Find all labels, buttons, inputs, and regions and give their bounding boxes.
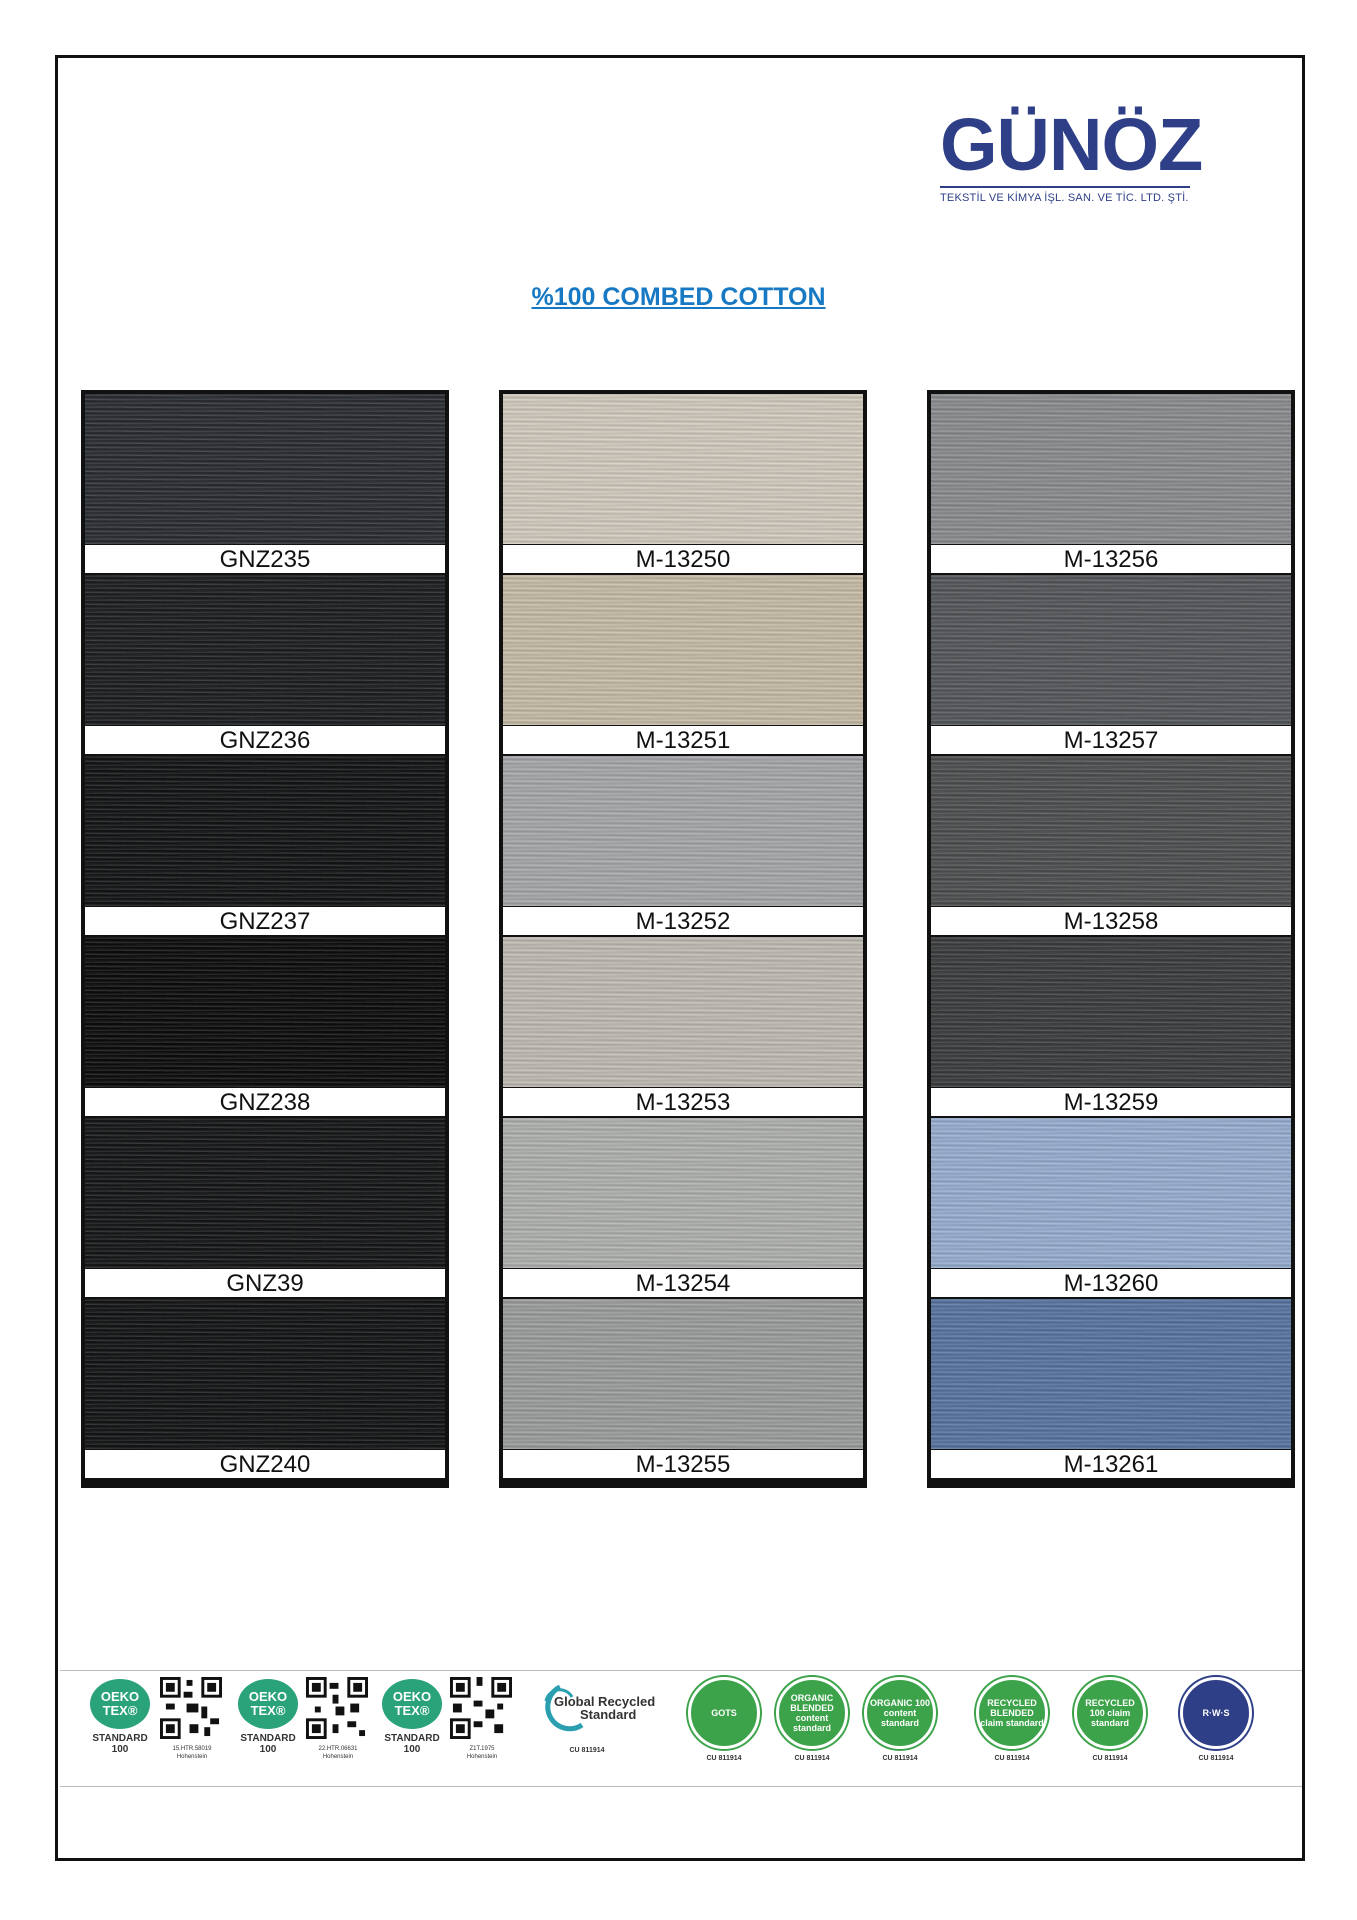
oeko-tex-logo-1: [90, 1679, 150, 1755]
organic-100-icon: ORGANIC 100 content standard: [864, 1677, 936, 1749]
swatch-code-label: M-13251: [503, 726, 863, 754]
oeko-tex-icon: OEKO TEX®: [90, 1679, 150, 1729]
yarn-swatch-image: [503, 394, 863, 544]
yarn-swatch: [931, 937, 1291, 1116]
swatch-code-label: M-13260: [931, 1269, 1291, 1297]
logo-subtitle: TEKSTİL VE KİMYA İŞL. SAN. VE TİC. LTD. ŞTİ.: [940, 192, 1189, 204]
yarn-swatch: [503, 575, 863, 754]
yarn-swatch: [931, 394, 1291, 573]
swatch-code-label: GNZ39: [85, 1269, 445, 1297]
grs-logo: [532, 1681, 672, 1754]
yarn-swatch-image: [931, 575, 1291, 725]
yarn-swatch-image: [931, 394, 1291, 544]
swatch-code-label: M-13261: [931, 1450, 1291, 1478]
oeko-tex-icon: OEKO TEX®: [382, 1679, 442, 1729]
swatch-code-label: GNZ240: [85, 1450, 445, 1478]
qr-code-icon: [306, 1677, 368, 1739]
badge-cu-code: CU 811914: [1198, 1755, 1234, 1762]
swatch-column-1: [81, 390, 449, 1488]
yarn-swatch-image: [503, 1118, 863, 1268]
yarn-swatch: [85, 575, 445, 754]
swatch-code-label: M-13257: [931, 726, 1291, 754]
grs-cu-code: CU 811914: [569, 1747, 605, 1754]
swatch-code-label: GNZ236: [85, 726, 445, 754]
oeko-cert-code: 22.HTR.06631 Hohenstein: [318, 1746, 358, 1760]
yarn-swatch-image: [85, 937, 445, 1087]
oeko-tex-logo-3: [382, 1679, 442, 1755]
yarn-swatch: [85, 1118, 445, 1297]
yarn-swatch-image: [931, 937, 1291, 1087]
yarn-swatch-image: [503, 756, 863, 906]
qr-code-icon: [160, 1677, 222, 1739]
oeko-tex-logo-2: [238, 1679, 298, 1755]
grs-title: Global Recycled Standard: [554, 1694, 656, 1722]
logo-wordmark: GÜNÖZ: [940, 103, 1203, 186]
page-title: %100 COMBED COTTON: [531, 283, 826, 311]
yarn-swatch: [503, 756, 863, 935]
swatch-code-label: GNZ235: [85, 545, 445, 573]
swatch-code-label: M-13259: [931, 1088, 1291, 1116]
logo-underline: [940, 186, 1190, 188]
gots-badge: [688, 1677, 768, 1762]
yarn-swatch: [931, 1299, 1291, 1478]
yarn-swatch: [85, 756, 445, 935]
oeko-tex-icon: OEKO TEX®: [238, 1679, 298, 1729]
oeko-cert-code: 15.HTR.58019 Hohenstein: [172, 1746, 212, 1760]
yarn-swatch-image: [503, 937, 863, 1087]
swatch-code-label: M-13255: [503, 1450, 863, 1478]
yarn-swatch: [931, 1118, 1291, 1297]
oeko-standard-label: STANDARD 100: [384, 1733, 440, 1755]
recycled-100-badge: [1074, 1677, 1154, 1762]
recycled-blended-badge: [976, 1677, 1056, 1762]
yarn-swatch-image: [85, 756, 445, 906]
swatch-code-label: GNZ238: [85, 1088, 445, 1116]
swatch-column-2: [499, 390, 867, 1488]
badge-cu-code: CU 811914: [882, 1755, 918, 1762]
yarn-swatch-image: [931, 1299, 1291, 1449]
yarn-swatch: [85, 394, 445, 573]
swatch-code-label: M-13250: [503, 545, 863, 573]
yarn-swatch: [931, 756, 1291, 935]
organic-100-badge: [864, 1677, 944, 1762]
qr-code-icon: [450, 1677, 512, 1739]
yarn-swatch-image: [931, 756, 1291, 906]
yarn-swatch-image: [85, 1299, 445, 1449]
organic-blended-icon: ORGANIC BLENDED content standard: [776, 1677, 848, 1749]
oeko-standard-label: STANDARD 100: [240, 1733, 296, 1755]
swatch-code-label: M-13252: [503, 907, 863, 935]
organic-blended-badge: [776, 1677, 856, 1762]
badge-cu-code: CU 811914: [706, 1755, 742, 1762]
yarn-swatch: [85, 937, 445, 1116]
yarn-swatch: [503, 1299, 863, 1478]
badge-cu-code: CU 811914: [1092, 1755, 1128, 1762]
yarn-swatch: [503, 394, 863, 573]
yarn-swatch-image: [503, 575, 863, 725]
swatch-column-3: [927, 390, 1295, 1488]
company-logo: [940, 103, 1203, 204]
yarn-swatch-image: [503, 1299, 863, 1449]
certification-strip: [60, 1670, 1302, 1787]
recycled-100-icon: RECYCLED 100 claim standard: [1074, 1677, 1146, 1749]
swatch-code-label: GNZ237: [85, 907, 445, 935]
swatch-code-label: M-13253: [503, 1088, 863, 1116]
yarn-swatch-image: [931, 1118, 1291, 1268]
recycled-blended-icon: RECYCLED BLENDED claim standard: [976, 1677, 1048, 1749]
yarn-swatch: [931, 575, 1291, 754]
yarn-swatch: [503, 937, 863, 1116]
badge-cu-code: CU 811914: [994, 1755, 1030, 1762]
yarn-swatch: [503, 1118, 863, 1297]
oeko-standard-label: STANDARD 100: [92, 1733, 148, 1755]
oeko-cert-code: Z1T.1975 Hohenstein: [466, 1746, 498, 1760]
gots-icon: GOTS: [688, 1677, 760, 1749]
swatch-code-label: M-13256: [931, 545, 1291, 573]
badge-cu-code: CU 811914: [794, 1755, 830, 1762]
swatch-code-label: M-13258: [931, 907, 1291, 935]
rws-icon: R·W·S: [1180, 1677, 1252, 1749]
yarn-swatch-image: [85, 575, 445, 725]
yarn-swatch: [85, 1299, 445, 1478]
swatch-code-label: M-13254: [503, 1269, 863, 1297]
yarn-swatch-image: [85, 1118, 445, 1268]
rws-badge: [1180, 1677, 1260, 1762]
yarn-swatch-image: [85, 394, 445, 544]
